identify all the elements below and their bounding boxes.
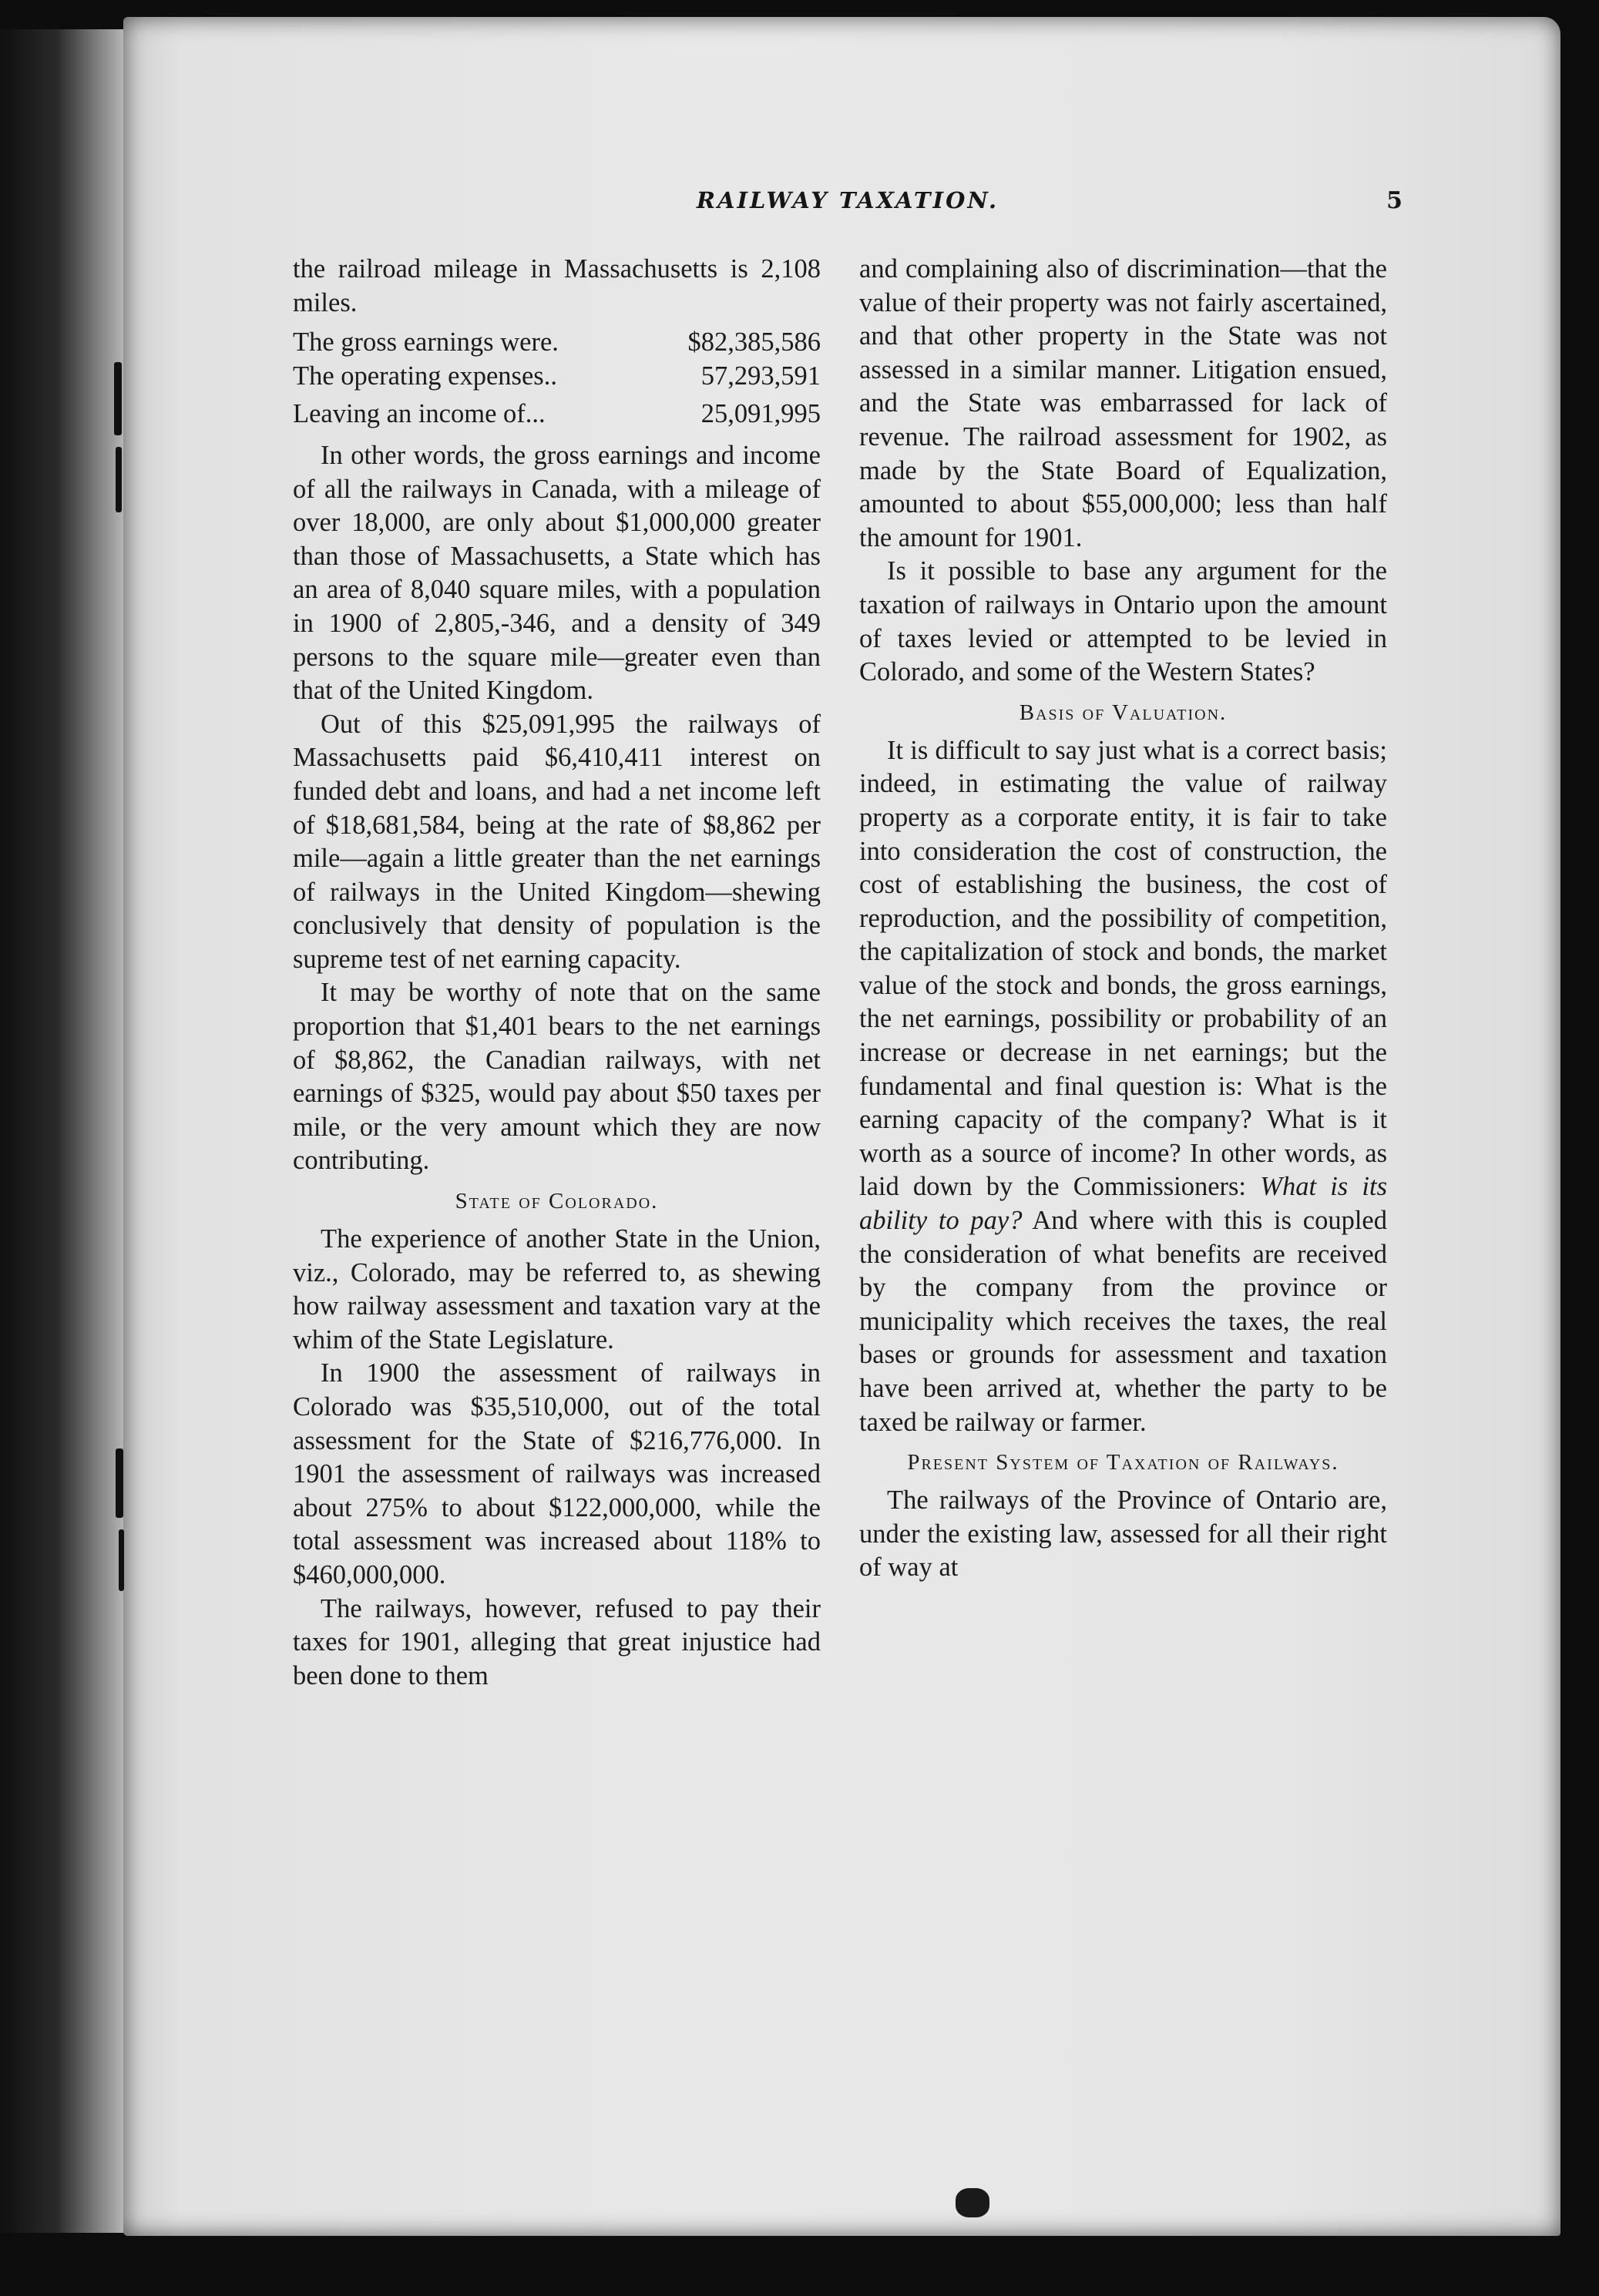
- row-label: Leaving an income of...: [293, 399, 546, 429]
- paragraph-text: And where with this is coupled the consideration of what benefits are received by the company from the province or municipality which receives the taxes, the real bases or grounds for assessment and taxation have been arrived at, whether the party to be taxed be railway or farmer.: [859, 1206, 1387, 1437]
- paragraph: The experience of another State in the Union, viz., Colorado, may be referred to, as shewing how railway assessment and taxation vary at the whim of the State Legislature.: [293, 1224, 821, 1354]
- blot-mark: [956, 2188, 989, 2217]
- paragraph: [859, 734, 1387, 1439]
- row-value: $82,385,586: [687, 327, 821, 357]
- table-row: [293, 360, 821, 394]
- margin-mark: [119, 1529, 124, 1591]
- table-row: [293, 326, 821, 360]
- running-head: RAILWAY TAXATION.: [696, 187, 999, 213]
- section-heading: State of Colorado.: [455, 1189, 659, 1214]
- paragraph: and complaining also of discrimination—that the value of their property was not fairly ascertained, and that other property in the State was not assessed in a similar manner. Litigation ensued, and the State was embarrassed for lack of revenue. The railroad assessment for 1902, as made by the State Board of Equalization, amounted to about $55,000,000; less than half the amount for 1901.: [859, 254, 1387, 552]
- paragraph: Out of this $25,091,995 the railways of Massachusetts paid $6,410,411 interest on funded debt and loans, and had a net income left of $18,681,584, being at the rate of $8,862 per mile—again a little greater than the net earnings of railways in the United Kingdom—shewing conclusively that density of population is the supreme test of net earning capacity.: [293, 709, 821, 974]
- table-row: [293, 398, 821, 431]
- italic-quote: What is its ability to pay?: [859, 1172, 1388, 1236]
- section-heading: Present System of Taxation of Railways.: [907, 1450, 1339, 1475]
- row-label: The gross earnings were.: [293, 327, 559, 357]
- paragraph: In other words, the gross earnings and income of all the railways in Canada, with a mileage of over 18,000, are only about $1,000,000 greater than those of Massachusetts, a State which has an area of 8,040 square miles, with a population in 1900 of 2,805,-346, and a density of 349 persons to the square mile—greater even than that of the United Kingdom.: [293, 440, 821, 706]
- paragraph: the railroad mileage in Massachusetts is 2,108 miles.: [293, 254, 821, 317]
- paragraph: It may be worthy of note that on the same proportion that $1,401 bears to the net earnings of $8,862, the Canadian railways, with net earnings of $325, would pay about $50 taxes per mile, or the very amount which they are now contributing.: [293, 978, 821, 1176]
- right-column: [859, 253, 1387, 1585]
- section-heading: Basis of Valuation.: [1019, 700, 1228, 725]
- row-value: 25,091,995: [700, 399, 821, 429]
- margin-mark: [116, 447, 122, 512]
- paragraph-text: It is difficult to say just what is a correct basis; indeed, in estimating the value of railway property as a corporate entity, it is fair to take into consideration the cost of construction, the cost of establishing the business, the cost of reproduction, and the possibility of competition, the capitalization of stock and bonds, the market value of the stock and bonds, the gross earnings, the net earnings, possibility or probability of an increase or decrease in net earnings; but the fundamental and final question is: What is the earning capacity of the company? What is it worth as a source of income? In other words, as laid down by the Commissioners:: [859, 735, 1387, 1202]
- paragraph: Is it possible to base any argument for the taxation of railways in Ontario upon the amount of taxes levied or attempted to be levied in Colorado, and some of the Western States?: [859, 556, 1387, 687]
- paragraph: The railways, however, refused to pay their taxes for 1901, alleging that great injustice had been done to them: [293, 1593, 821, 1690]
- row-value: 57,293,591: [700, 361, 821, 391]
- earnings-table: [293, 326, 821, 431]
- paragraph: The railways of the Province of Ontario are, under the existing law, assessed for all their right of way at: [859, 1485, 1387, 1583]
- left-column: [293, 253, 821, 1693]
- page-gutter-shadow: [0, 29, 127, 2233]
- margin-mark: [114, 362, 122, 435]
- page-number: 5: [1386, 187, 1402, 214]
- margin-mark: [116, 1448, 123, 1518]
- row-label: The operating expenses..: [293, 361, 557, 391]
- paragraph: In 1900 the assessment of railways in Colorado was $35,510,000, out of the total assessment for the State of $216,776,000. In 1901 the assessment of railways was increased about 275% to about $122,000,000, while the total assessment was increased about 118% to $460,000,000.: [293, 1358, 821, 1589]
